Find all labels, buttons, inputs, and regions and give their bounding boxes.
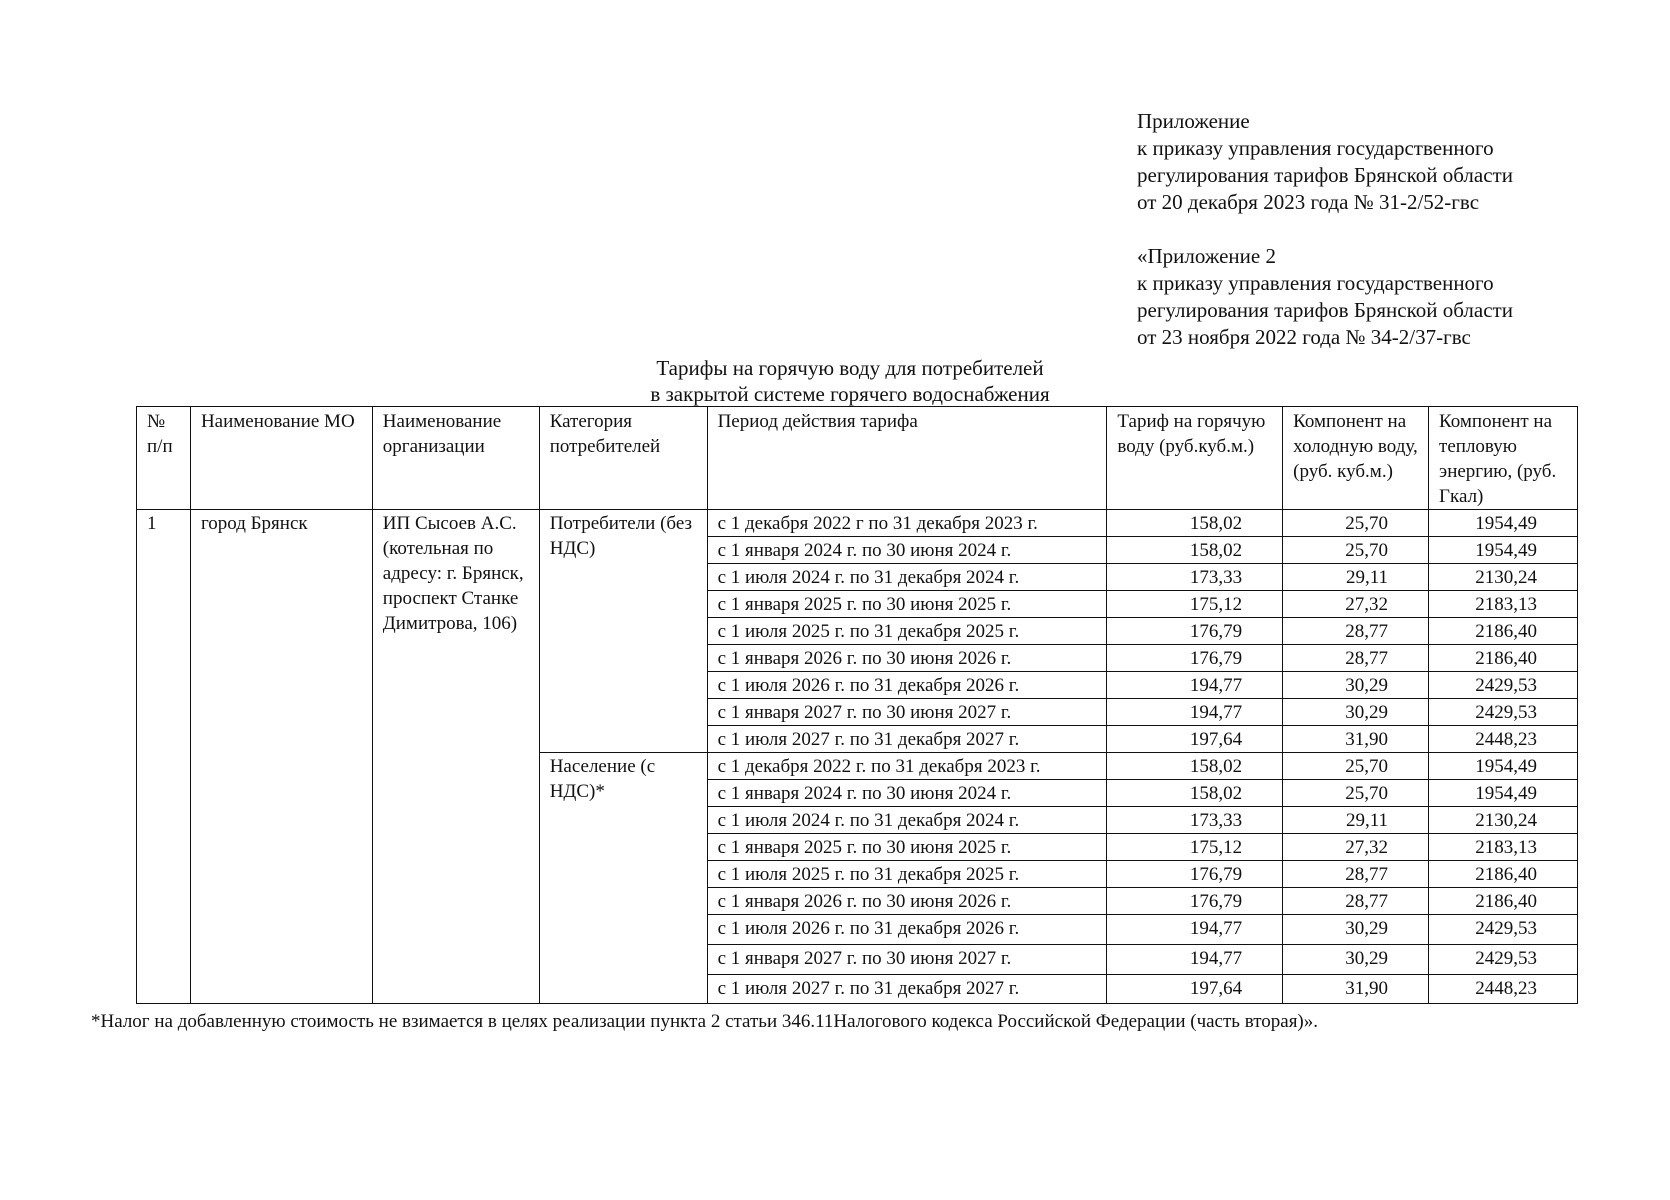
footnote: *Налог на добавленную стоимость не взимается в целях реализации пункта 2 статьи 346.11Налогового кодекса Российской Федерации (часть вторая)». (91, 1011, 1319, 1032)
tariff-table (136, 406, 1578, 1004)
cell-period: с 1 июля 2024 г. по 31 декабря 2024 г. (707, 807, 1107, 834)
cell-tariff: 158,02 (1107, 537, 1283, 564)
cell-num: 1 (137, 510, 191, 1004)
appendix-line: от 20 декабря 2023 года № 31-2/52-гвс (1137, 190, 1480, 214)
cell-cold-component: 28,77 (1283, 888, 1429, 915)
cell-cold-component: 28,77 (1283, 645, 1429, 672)
cell-tariff: 173,33 (1107, 564, 1283, 591)
cell-cold-component: 27,32 (1283, 591, 1429, 618)
header-mo: Наименование МО (190, 407, 372, 510)
cell-heat-component: 2448,23 (1429, 726, 1578, 753)
header-tariff: Тариф на горячую воду (руб.куб.м.) (1107, 407, 1283, 510)
cell-period: с 1 января 2027 г. по 30 июня 2027 г. (707, 945, 1107, 975)
cell-mo: город Брянск (190, 510, 372, 1004)
cell-tariff: 197,64 (1107, 975, 1283, 1004)
cell-tariff: 197,64 (1107, 726, 1283, 753)
cell-heat-component: 2186,40 (1429, 618, 1578, 645)
cell-tariff: 194,77 (1107, 672, 1283, 699)
appendix-line: «Приложение 2 (1137, 244, 1276, 268)
header-period: Период действия тарифа (707, 407, 1107, 510)
cell-cold-component: 29,11 (1283, 564, 1429, 591)
title-line: в закрытой системе горячего водоснабжения (650, 382, 1050, 406)
cell-cold-component: 28,77 (1283, 861, 1429, 888)
cell-period: с 1 января 2024 г. по 30 июня 2024 г. (707, 537, 1107, 564)
cell-tariff: 194,77 (1107, 915, 1283, 945)
cell-period: с 1 июля 2025 г. по 31 декабря 2025 г. (707, 618, 1107, 645)
title-line: Тарифы на горячую воду для потребителей (656, 356, 1044, 380)
cell-category: Потребители (без НДС) (539, 510, 707, 753)
cell-period: с 1 января 2025 г. по 30 июня 2025 г. (707, 591, 1107, 618)
cell-period: с 1 января 2025 г. по 30 июня 2025 г. (707, 834, 1107, 861)
appendix-header (1137, 108, 1657, 378)
table-row (137, 510, 1578, 537)
appendix-order-2022 (1137, 243, 1657, 351)
cell-cold-component: 25,70 (1283, 780, 1429, 807)
header-cold-component: Компонент на холодную воду, (руб. куб.м.) (1283, 407, 1429, 510)
header-category: Категория потребителей (539, 407, 707, 510)
cell-heat-component: 1954,49 (1429, 753, 1578, 780)
cell-period: с 1 июля 2026 г. по 31 декабря 2026 г. (707, 915, 1107, 945)
cell-tariff: 176,79 (1107, 645, 1283, 672)
cell-heat-component: 2183,13 (1429, 591, 1578, 618)
cell-tariff: 158,02 (1107, 780, 1283, 807)
cell-heat-component: 2429,53 (1429, 945, 1578, 975)
cell-period: с 1 июля 2026 г. по 31 декабря 2026 г. (707, 672, 1107, 699)
header-row (137, 407, 1578, 510)
appendix-line: Приложение (1137, 109, 1250, 133)
cell-period: с 1 января 2027 г. по 30 июня 2027 г. (707, 699, 1107, 726)
cell-heat-component: 2186,40 (1429, 861, 1578, 888)
cell-cold-component: 30,29 (1283, 699, 1429, 726)
cell-tariff: 194,77 (1107, 699, 1283, 726)
cell-period: с 1 января 2026 г. по 30 июня 2026 г. (707, 645, 1107, 672)
appendix-line: от 23 ноября 2022 года № 34-2/37-гвс (1137, 325, 1471, 349)
cell-heat-component: 2429,53 (1429, 672, 1578, 699)
cell-heat-component: 2186,40 (1429, 888, 1578, 915)
cell-heat-component: 1954,49 (1429, 510, 1578, 537)
cell-organization: ИП Сысоев А.С. (котельная по адресу: г. Брянск, проспект Станке Димитрова, 106) (372, 510, 539, 1004)
header-num: № п/п (137, 407, 191, 510)
cell-cold-component: 28,77 (1283, 618, 1429, 645)
cell-tariff: 158,02 (1107, 753, 1283, 780)
cell-cold-component: 30,29 (1283, 945, 1429, 975)
cell-heat-component: 1954,49 (1429, 537, 1578, 564)
appendix-line: регулирования тарифов Брянской области (1137, 163, 1513, 187)
cell-cold-component: 30,29 (1283, 672, 1429, 699)
cell-period: с 1 января 2026 г. по 30 июня 2026 г. (707, 888, 1107, 915)
cell-tariff: 175,12 (1107, 834, 1283, 861)
cell-tariff: 194,77 (1107, 945, 1283, 975)
cell-period: с 1 января 2024 г. по 30 июня 2024 г. (707, 780, 1107, 807)
cell-cold-component: 31,90 (1283, 975, 1429, 1004)
header-heat-component: Компонент на тепловую энергию, (руб. Гкал) (1429, 407, 1578, 510)
table-title (400, 355, 1300, 407)
cell-period: с 1 июля 2027 г. по 31 декабря 2027 г. (707, 975, 1107, 1004)
cell-cold-component: 25,70 (1283, 753, 1429, 780)
cell-cold-component: 31,90 (1283, 726, 1429, 753)
cell-tariff: 176,79 (1107, 618, 1283, 645)
cell-cold-component: 27,32 (1283, 834, 1429, 861)
cell-cold-component: 25,70 (1283, 537, 1429, 564)
cell-tariff: 173,33 (1107, 807, 1283, 834)
cell-heat-component: 1954,49 (1429, 780, 1578, 807)
cell-tariff: 176,79 (1107, 888, 1283, 915)
table-body (137, 510, 1578, 1004)
cell-period: с 1 декабря 2022 г по 31 декабря 2023 г. (707, 510, 1107, 537)
cell-cold-component: 29,11 (1283, 807, 1429, 834)
cell-heat-component: 2448,23 (1429, 975, 1578, 1004)
cell-period: с 1 декабря 2022 г. по 31 декабря 2023 г. (707, 753, 1107, 780)
cell-heat-component: 2429,53 (1429, 915, 1578, 945)
appendix-line: к приказу управления государственного (1137, 136, 1494, 160)
cell-category: Население (с НДС)* (539, 753, 707, 1004)
cell-heat-component: 2429,53 (1429, 699, 1578, 726)
cell-heat-component: 2130,24 (1429, 564, 1578, 591)
appendix-line: к приказу управления государственного (1137, 271, 1494, 295)
cell-tariff: 175,12 (1107, 591, 1283, 618)
cell-heat-component: 2130,24 (1429, 807, 1578, 834)
cell-heat-component: 2186,40 (1429, 645, 1578, 672)
appendix-order-2023 (1137, 108, 1657, 216)
cell-cold-component: 25,70 (1283, 510, 1429, 537)
cell-period: с 1 июля 2024 г. по 31 декабря 2024 г. (707, 564, 1107, 591)
cell-tariff: 158,02 (1107, 510, 1283, 537)
header-org: Наименование организации (372, 407, 539, 510)
cell-period: с 1 июля 2025 г. по 31 декабря 2025 г. (707, 861, 1107, 888)
cell-tariff: 176,79 (1107, 861, 1283, 888)
cell-cold-component: 30,29 (1283, 915, 1429, 945)
cell-heat-component: 2183,13 (1429, 834, 1578, 861)
appendix-line: регулирования тарифов Брянской области (1137, 298, 1513, 322)
cell-period: с 1 июля 2027 г. по 31 декабря 2027 г. (707, 726, 1107, 753)
